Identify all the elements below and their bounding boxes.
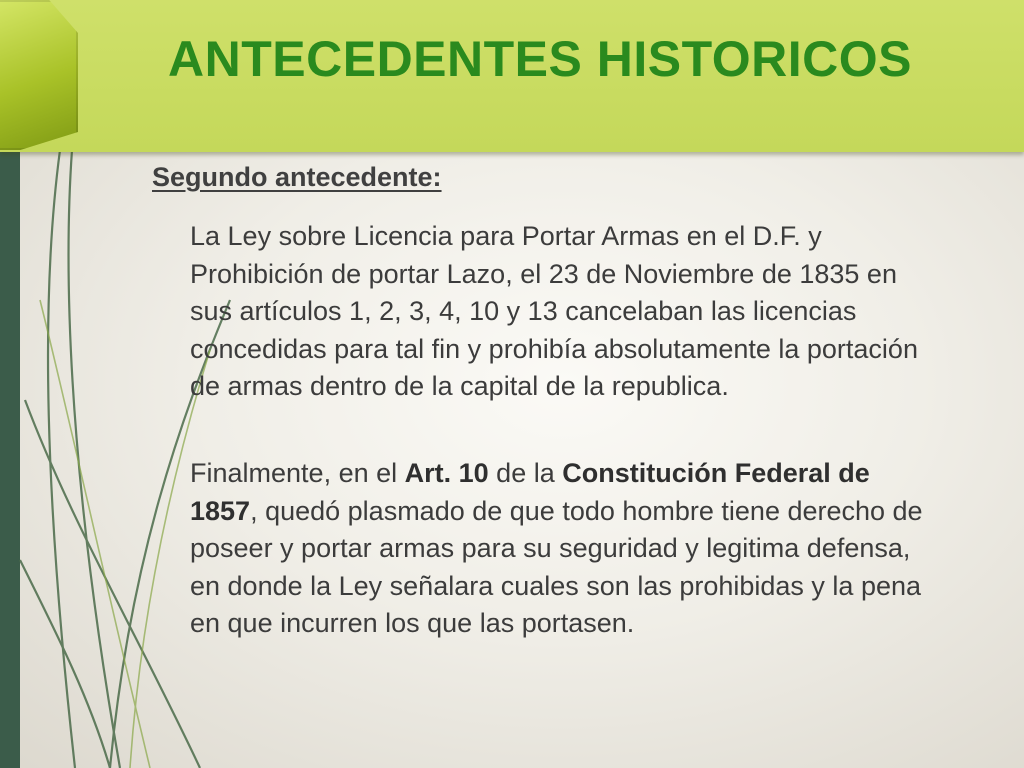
paragraph-1-text: La Ley sobre Licencia para Portar Armas en el D.F. y Prohibición de portar Lazo, el 23 de Noviembre de 1835 en sus artículos 1, 2, 3, 4, 10 y 13 cancelaban las licencias concedidas para tal fin y prohibía absolutamente la portación de armas dentro de la capital de la republica.: [190, 221, 918, 401]
section-subtitle: Segundo antecedente:: [152, 162, 442, 192]
paragraph-2-rest: , quedó plasmado de que todo hombre tiene derecho de poseer y portar armas para su seguridad y legitima defensa, en donde la Ley señalara cuales son las prohibidas y la pena en que incurren los que las portasen.: [190, 495, 923, 638]
paragraph-1: [190, 218, 930, 406]
paragraph-2-mid: de la: [488, 458, 563, 488]
paragraph-2-intro: Finalmente, en el: [190, 458, 405, 488]
article-reference: Art. 10: [404, 458, 489, 488]
constitution-reference: Constitución Federal de 1857: [190, 458, 870, 526]
paragraph-2: [190, 455, 930, 643]
slide-title: ANTECEDENTES HISTORICOS: [168, 31, 912, 87]
